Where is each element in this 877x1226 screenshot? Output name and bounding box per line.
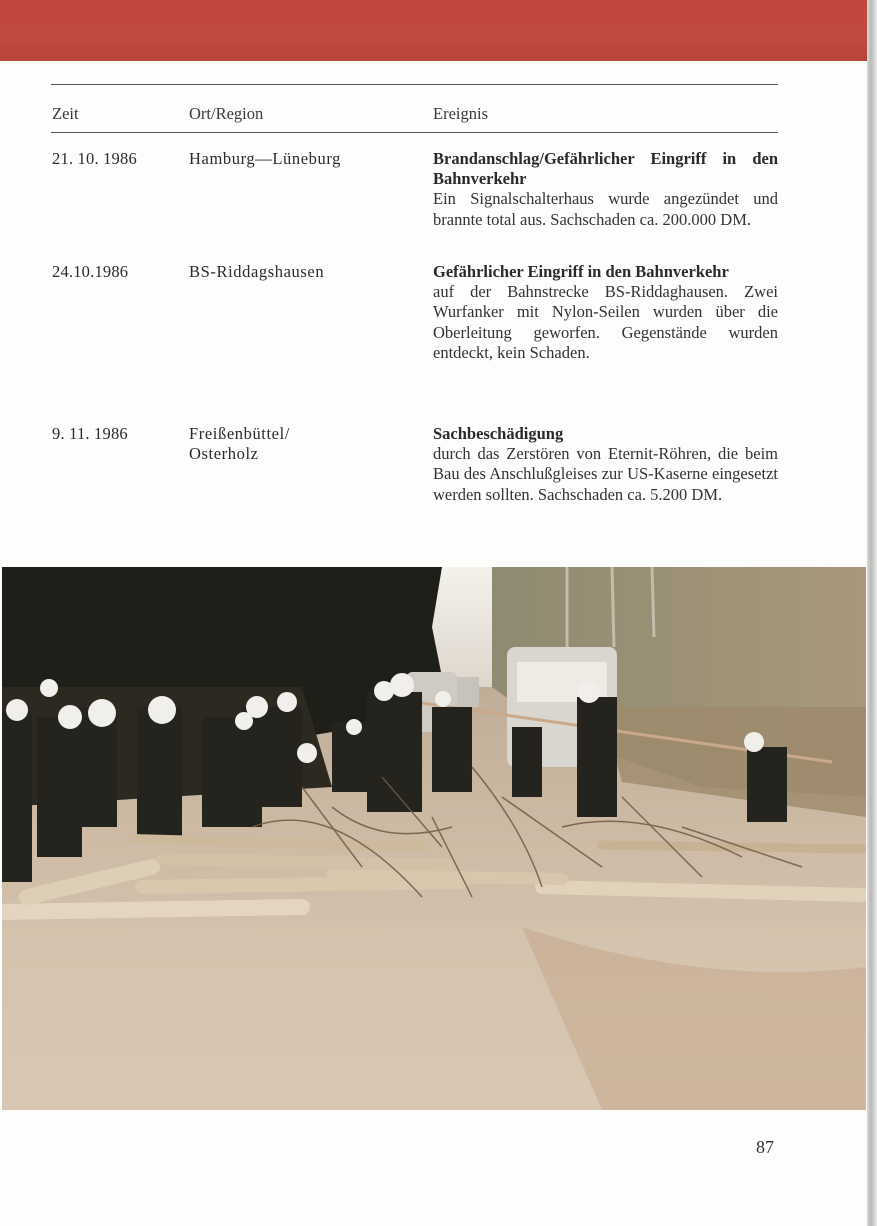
page-number: 87	[756, 1137, 774, 1157]
event-place-line: BS-Riddagshausen	[189, 262, 325, 281]
event-place-line: Hamburg—Lüneburg	[189, 149, 341, 168]
event-description	[433, 424, 778, 505]
event-date: 9. 11. 1986	[52, 424, 128, 443]
event-text: Ein Signalschalterhaus wurde angezündet und brannte total aus. Sachschaden ca. 200.000 DM.	[433, 189, 778, 229]
event-place-line: Osterholz	[189, 444, 259, 463]
event-date: 24.10.1986	[52, 262, 129, 281]
event-place	[189, 424, 409, 464]
column-header-time: Zeit	[52, 104, 79, 123]
event-title: Gefährlicher Eingriff in den Bahnverkehr	[433, 262, 729, 281]
event-text: auf der Bahnstrecke BS-Riddaghausen. Zwei Wurfanker mit Nylon-Seilen wurden über die Oberleitung geworfen. Gegenstände wurden entdeckt, kein Schaden.	[433, 282, 778, 362]
event-description	[433, 262, 778, 363]
event-title: Brandanschlag/Gefährlicher Eingriff in den Bahnverkehr	[433, 149, 778, 189]
event-title: Sachbeschädigung	[433, 424, 564, 443]
event-place-line: Freißenbüttel/	[189, 424, 290, 443]
column-header-place: Ort/Region	[189, 104, 264, 123]
column-header-event: Ereignis	[433, 104, 488, 123]
photo-police-barricade	[2, 567, 866, 1110]
event-date: 21. 10. 1986	[52, 149, 137, 168]
event-place	[189, 149, 409, 169]
event-place	[189, 262, 409, 282]
table-header-rule	[51, 132, 778, 133]
page-edge	[867, 0, 877, 1226]
event-text: durch das Zerstören von Eternit-Röhren, die beim Bau des Anschlußgleises zur US-Kaserne eingesetzt werden sollten. Sachschaden ca. 5.200 DM.	[433, 444, 778, 504]
header-color-band	[0, 0, 868, 61]
event-description	[433, 149, 778, 230]
table-top-rule	[51, 84, 778, 85]
